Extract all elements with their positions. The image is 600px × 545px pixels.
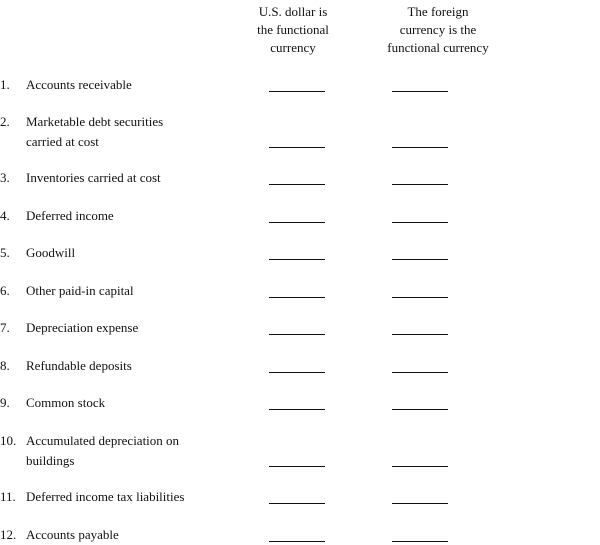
item-number: 4. xyxy=(0,208,10,223)
answer-blank-usd[interactable] xyxy=(269,91,325,92)
item-number: 11. xyxy=(0,489,16,504)
answer-blank-foreign[interactable] xyxy=(392,259,448,260)
answer-blank-usd[interactable] xyxy=(269,541,325,542)
answer-blank-foreign[interactable] xyxy=(392,334,448,335)
item-label: Accumulated depreciation on buildings xyxy=(26,433,180,468)
answer-blank-usd[interactable] xyxy=(269,503,325,504)
column-header-usd-functional: U.S. dollar is the functional currency xyxy=(257,4,329,55)
column-header-foreign-functional: The foreign currency is the functional currency xyxy=(387,4,489,55)
answer-blank-usd[interactable] xyxy=(269,297,325,298)
answer-blank-usd[interactable] xyxy=(269,222,325,223)
answer-blank-foreign[interactable] xyxy=(392,372,448,373)
answer-blank-usd[interactable] xyxy=(269,372,325,373)
answer-blank-foreign[interactable] xyxy=(392,184,448,185)
item-label: Marketable debt securities carried at cost xyxy=(26,114,164,149)
item-label: Deferred income xyxy=(26,208,114,223)
item-label: Other paid-in capital xyxy=(26,283,134,298)
answer-blank-foreign[interactable] xyxy=(392,222,448,223)
item-label: Refundable deposits xyxy=(26,358,132,373)
answer-blank-usd[interactable] xyxy=(269,147,325,148)
item-number: 10. xyxy=(0,433,17,448)
answer-blank-usd[interactable] xyxy=(269,466,325,467)
answer-blank-usd[interactable] xyxy=(269,259,325,260)
answer-blank-foreign[interactable] xyxy=(392,147,448,148)
item-number: 5. xyxy=(0,245,10,260)
item-label: Goodwill xyxy=(26,245,76,260)
answer-blank-foreign[interactable] xyxy=(392,409,448,410)
item-label: Inventories carried at cost xyxy=(26,170,161,185)
answer-blank-usd[interactable] xyxy=(269,184,325,185)
answer-blank-usd[interactable] xyxy=(269,409,325,410)
answer-blank-foreign[interactable] xyxy=(392,503,448,504)
item-number: 8. xyxy=(0,358,10,373)
item-number: 1. xyxy=(0,77,10,92)
item-label: Common stock xyxy=(26,395,106,410)
item-number: 3. xyxy=(0,170,10,185)
item-label: Accounts payable xyxy=(26,527,119,542)
item-label: Deferred income tax liabilities xyxy=(26,489,185,504)
item-number: 7. xyxy=(0,320,10,335)
item-number: 12. xyxy=(0,527,17,542)
item-number: 2. xyxy=(0,114,10,129)
item-number: 9. xyxy=(0,395,10,410)
item-label: Accounts receivable xyxy=(26,77,132,92)
item-label: Depreciation expense xyxy=(26,320,139,335)
answer-blank-foreign[interactable] xyxy=(392,91,448,92)
answer-blank-foreign[interactable] xyxy=(392,297,448,298)
answer-blank-usd[interactable] xyxy=(269,334,325,335)
item-number: 6. xyxy=(0,283,10,298)
answer-blank-foreign[interactable] xyxy=(392,466,448,467)
answer-blank-foreign[interactable] xyxy=(392,541,448,542)
